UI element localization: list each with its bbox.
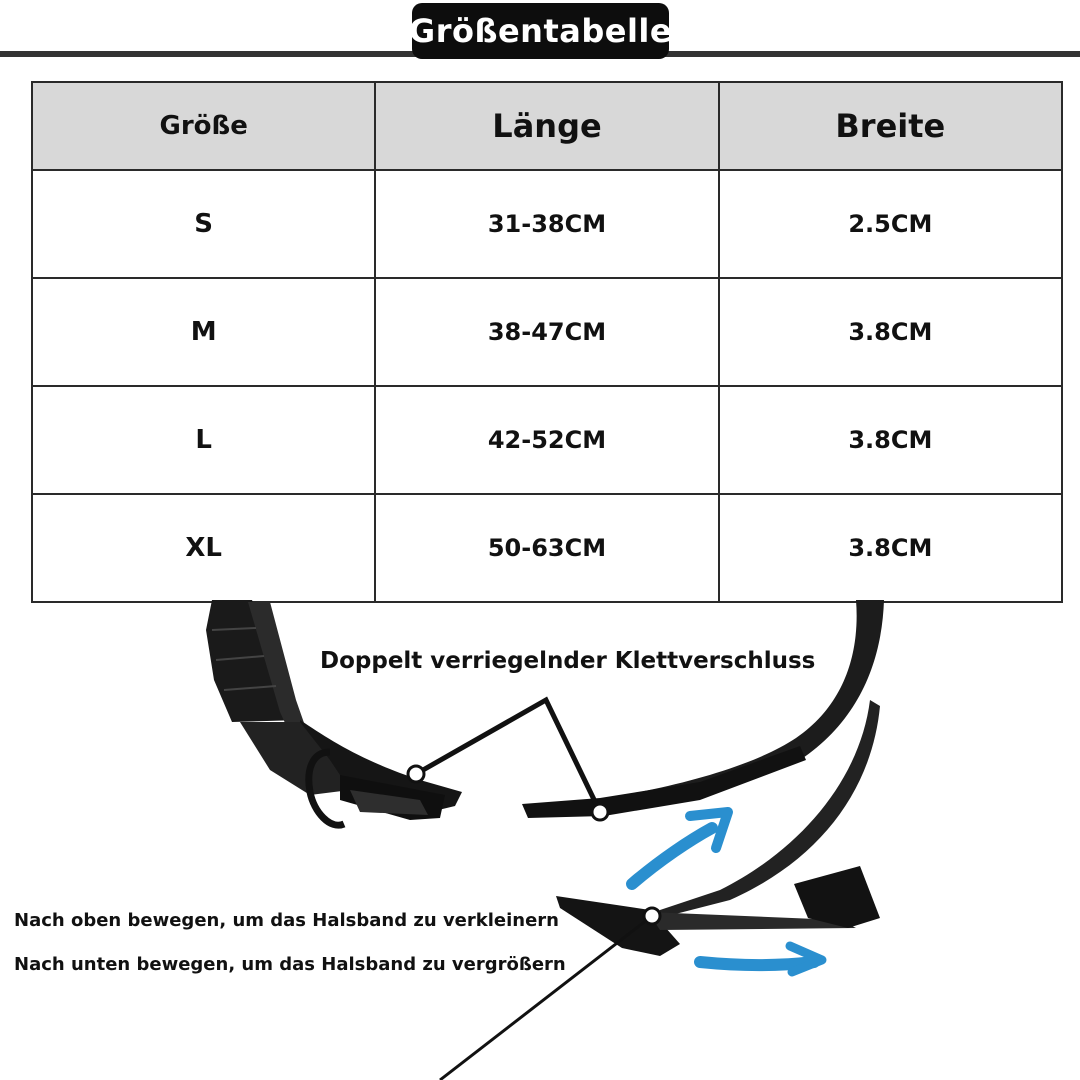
size-cell: S [32,170,375,278]
width-cell: 3.8CM [719,386,1062,494]
arrow-down-icon [700,946,822,972]
column-header-width: Breite [719,82,1062,170]
size-cell: M [32,278,375,386]
column-header-length: Länge [375,82,718,170]
pointer-dot [592,804,608,820]
page-title: Größentabelle [412,3,669,59]
width-cell: 3.8CM [719,278,1062,386]
length-cell: 31-38CM [375,170,718,278]
closure-label: Doppelt verriegelnder Klettverschluss [320,648,816,674]
pointer-dot [408,766,424,782]
adjuster-buckle [556,866,880,956]
length-cell: 50-63CM [375,494,718,602]
collar-left-section [206,600,462,825]
note-enlarge: Nach unten bewegen, um das Halsband zu vergrößern [14,954,566,975]
width-cell: 3.8CM [719,494,1062,602]
width-cell: 2.5CM [719,170,1062,278]
size-cell: L [32,386,375,494]
length-cell: 42-52CM [375,386,718,494]
length-cell: 38-47CM [375,278,718,386]
size-cell: XL [32,494,375,602]
note-shrink: Nach oben bewegen, um das Halsband zu verkleinern [14,910,559,931]
arrow-up-icon [632,812,728,884]
column-header-size: Größe [32,82,375,170]
pointer-dot [644,908,660,924]
pointer-lines [408,700,660,1080]
